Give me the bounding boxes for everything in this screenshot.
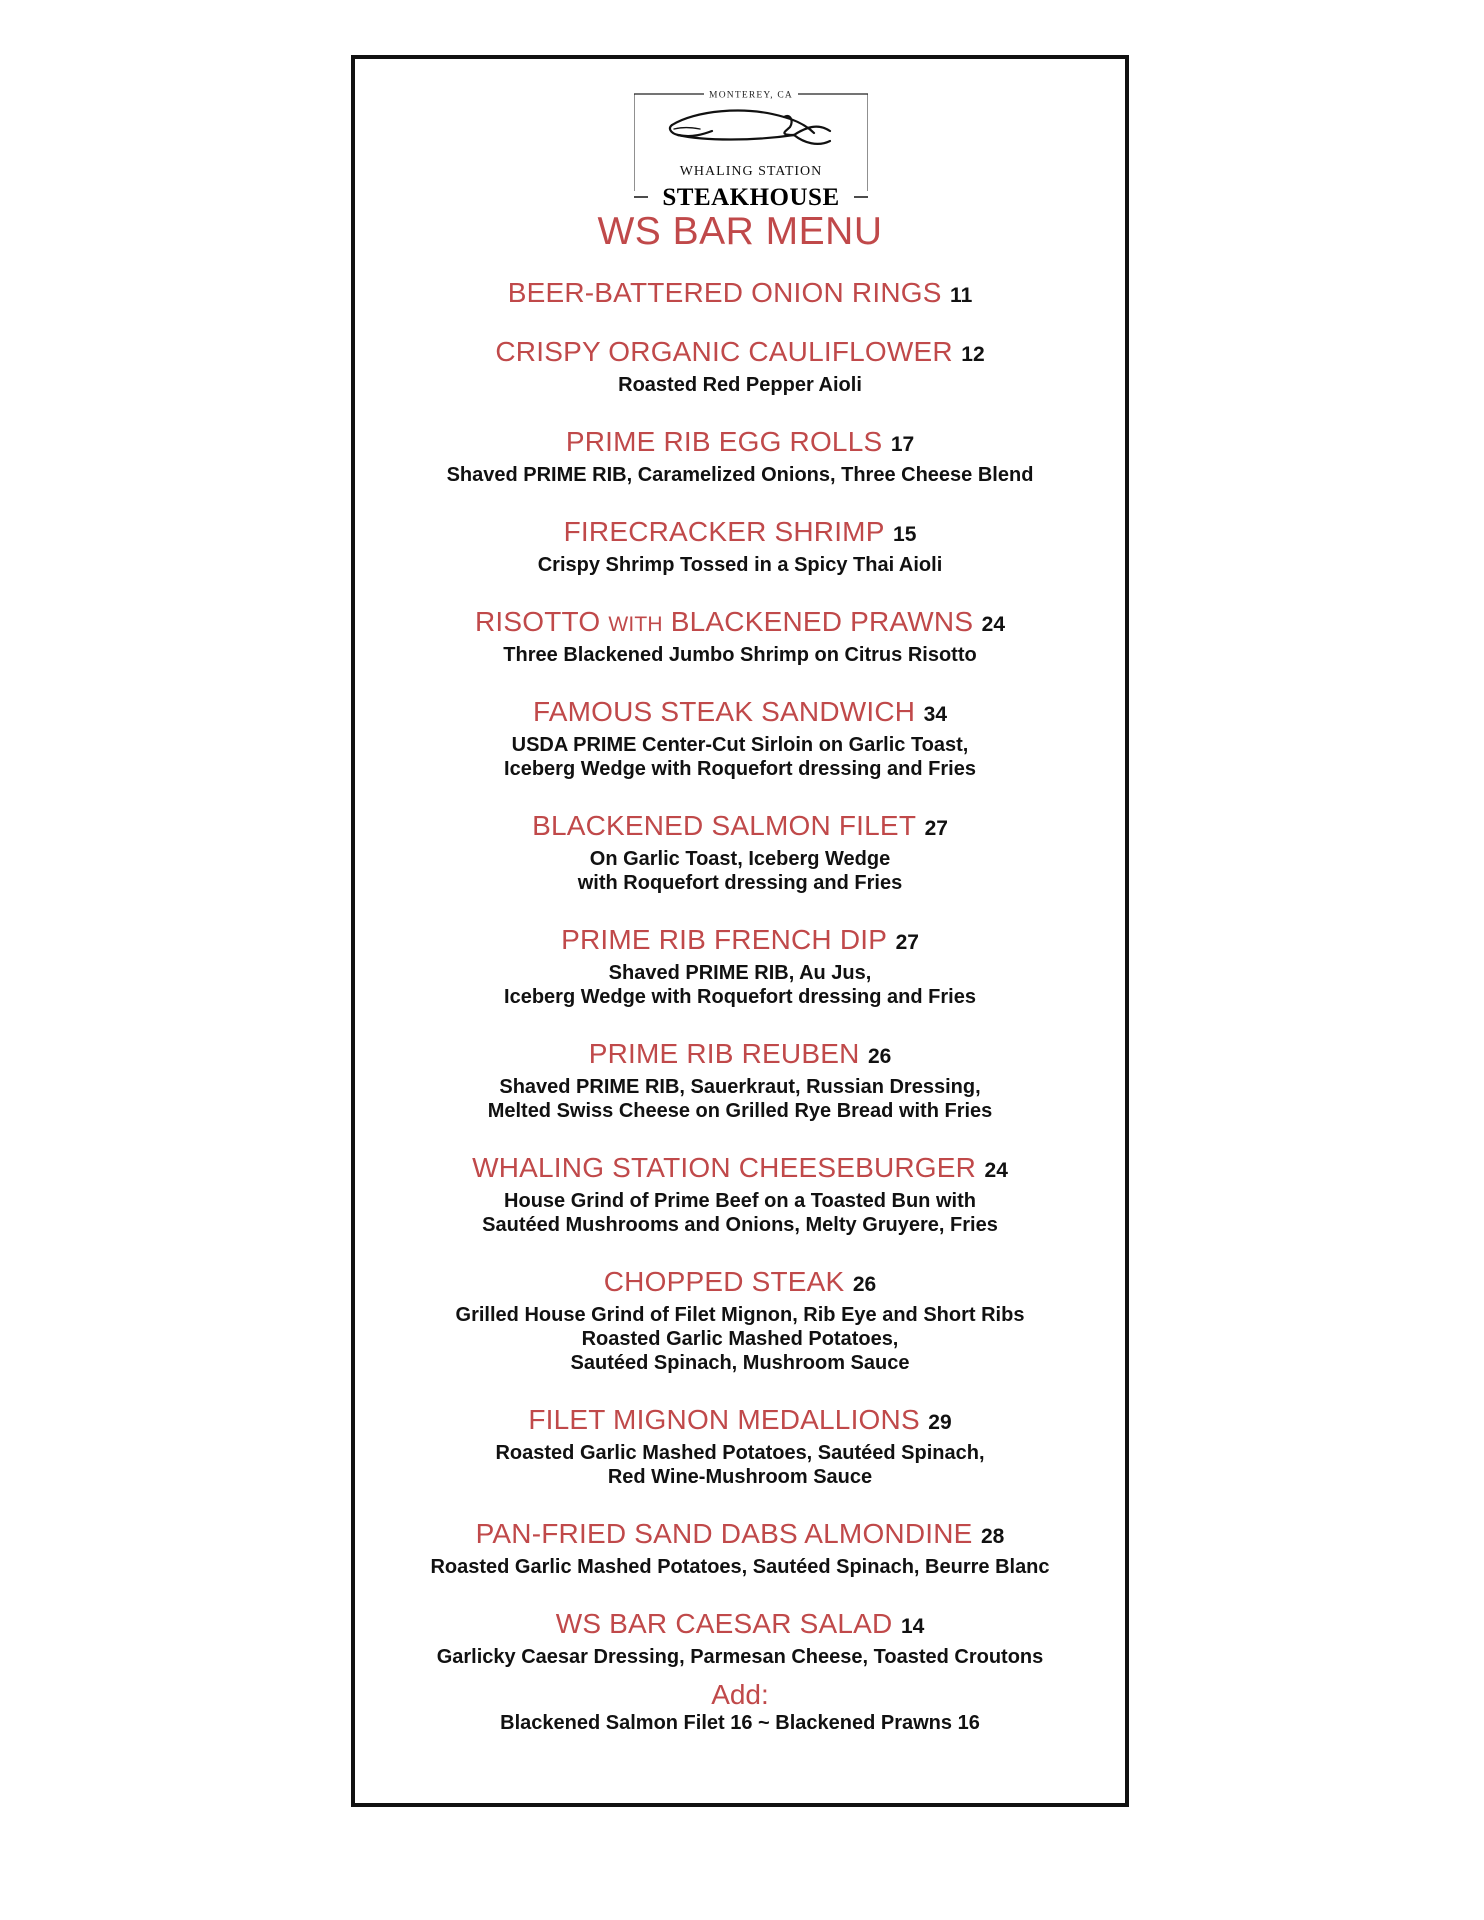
item-heading — [355, 1266, 1125, 1303]
item-price: 17 — [890, 433, 915, 456]
menu-item — [355, 336, 1125, 397]
item-heading — [355, 810, 1125, 847]
item-price: 15 — [893, 523, 917, 546]
item-description: Sautéed Mushrooms and Onions, Melty Gruyere, Fries — [482, 1214, 998, 1236]
item-description: Roasted Red Pepper Aioli — [618, 374, 862, 396]
menu-items — [355, 277, 1125, 1735]
item-description: Three Blackened Jumbo Shrimp on Citrus Risotto — [503, 644, 977, 666]
menu-item — [355, 606, 1125, 667]
item-heading — [355, 516, 1125, 553]
item-heading — [355, 1518, 1125, 1555]
item-name: BEER-BATTERED ONION RINGS — [507, 277, 942, 308]
item-description: Roasted Garlic Mashed Potatoes, Sautéed Spinach, Beurre Blanc — [430, 1556, 1050, 1578]
menu-item — [355, 810, 1125, 895]
menu-item — [355, 1038, 1125, 1123]
item-name: WS BAR CAESAR SALAD — [555, 1608, 893, 1639]
item-description: with Roquefort dressing and Fries — [577, 872, 903, 894]
menu-title: WS BAR MENU — [597, 210, 883, 253]
add-ons-line: Blackened Salmon Filet 16 ~ Blackened Prawns 16 — [500, 1712, 980, 1734]
item-heading — [355, 1404, 1125, 1441]
item-price: 14 — [900, 1615, 925, 1638]
item-description: Roasted Garlic Mashed Potatoes, Sautéed Spinach, — [495, 1442, 985, 1464]
item-name: PRIME RIB REUBEN — [588, 1038, 860, 1069]
item-name — [475, 606, 973, 637]
item-heading — [355, 1608, 1125, 1645]
item-description: Roasted Garlic Mashed Potatoes, — [581, 1328, 899, 1350]
item-price: 26 — [867, 1045, 892, 1068]
menu-item — [355, 1518, 1125, 1579]
item-name: FIRECRACKER SHRIMP — [563, 516, 885, 547]
item-name: PRIME RIB EGG ROLLS — [565, 426, 883, 457]
menu-item — [355, 426, 1125, 487]
item-price: 29 — [928, 1411, 952, 1434]
item-name: WHALING STATION CHEESEBURGER — [472, 1152, 977, 1183]
item-heading — [355, 1038, 1125, 1075]
item-name: PRIME RIB FRENCH DIP — [561, 924, 888, 955]
restaurant-logo — [634, 91, 868, 211]
item-heading — [355, 696, 1125, 733]
menu-item — [355, 1266, 1125, 1375]
menu-item — [355, 924, 1125, 1009]
item-price: 11 — [950, 284, 973, 307]
whale-icon — [670, 111, 830, 144]
menu-item — [355, 1404, 1125, 1489]
item-name-part: BLACKENED PRAWNS — [670, 606, 974, 637]
item-heading — [355, 606, 1125, 643]
menu-item — [355, 516, 1125, 577]
logo-graphic — [634, 91, 868, 211]
item-description: Red Wine-Mushroom Sauce — [607, 1466, 873, 1488]
item-heading — [355, 1152, 1125, 1189]
logo-location: MONTEREY, CA — [709, 91, 793, 101]
item-price: 27 — [924, 817, 948, 840]
item-description: House Grind of Prime Beef on a Toasted Bun with — [504, 1190, 976, 1212]
item-name: PAN-FRIED SAND DABS ALMONDINE — [475, 1518, 973, 1549]
item-heading — [355, 426, 1125, 463]
item-heading — [355, 336, 1125, 373]
item-description: Iceberg Wedge with Roquefort dressing and Fries — [504, 986, 976, 1008]
item-name-connector: WITH — [608, 613, 663, 636]
item-price: 34 — [923, 703, 948, 726]
item-name: CHOPPED STEAK — [603, 1266, 845, 1297]
item-description: Shaved PRIME RIB, Caramelized Onions, Three Cheese Blend — [446, 464, 1034, 486]
item-price: 27 — [895, 931, 919, 954]
item-description: USDA PRIME Center-Cut Sirloin on Garlic Toast, — [511, 734, 969, 756]
item-price: 28 — [981, 1525, 1005, 1548]
add-ons-heading: Add: — [711, 1679, 769, 1710]
item-description: Garlicky Caesar Dressing, Parmesan Cheese, Toasted Croutons — [436, 1646, 1044, 1668]
item-name: BLACKENED SALMON FILET — [532, 810, 917, 841]
menu-item — [355, 1608, 1125, 1669]
item-description: Shaved PRIME RIB, Sauerkraut, Russian Dressing, — [499, 1076, 981, 1098]
item-heading — [355, 277, 1125, 314]
item-name: FAMOUS STEAK SANDWICH — [532, 696, 916, 727]
logo-line2: STEAKHOUSE — [662, 184, 840, 211]
logo-line1: WHALING STATION — [679, 164, 823, 179]
item-price: 12 — [961, 343, 985, 366]
item-description: Sautéed Spinach, Mushroom Sauce — [570, 1352, 910, 1374]
menu-card — [351, 55, 1129, 1807]
item-name: CRISPY ORGANIC CAULIFLOWER — [495, 336, 953, 367]
menu-item — [355, 277, 1125, 314]
item-heading — [355, 924, 1125, 961]
item-description: Shaved PRIME RIB, Au Jus, — [608, 962, 872, 984]
item-description: On Garlic Toast, Iceberg Wedge — [589, 848, 891, 870]
item-name-part: RISOTTO — [474, 606, 601, 637]
menu-item — [355, 696, 1125, 781]
item-price: 24 — [981, 613, 1006, 636]
item-name: FILET MIGNON MEDALLIONS — [528, 1404, 920, 1435]
item-description: Iceberg Wedge with Roquefort dressing and Fries — [504, 758, 976, 780]
menu-item — [355, 1152, 1125, 1237]
item-price: 26 — [852, 1273, 877, 1296]
item-description: Grilled House Grind of Filet Mignon, Rib Eye and Short Ribs — [455, 1304, 1025, 1326]
item-description: Melted Swiss Cheese on Grilled Rye Bread with Fries — [487, 1100, 993, 1122]
item-price: 24 — [984, 1159, 1008, 1182]
item-description: Crispy Shrimp Tossed in a Spicy Thai Aioli — [537, 554, 943, 576]
